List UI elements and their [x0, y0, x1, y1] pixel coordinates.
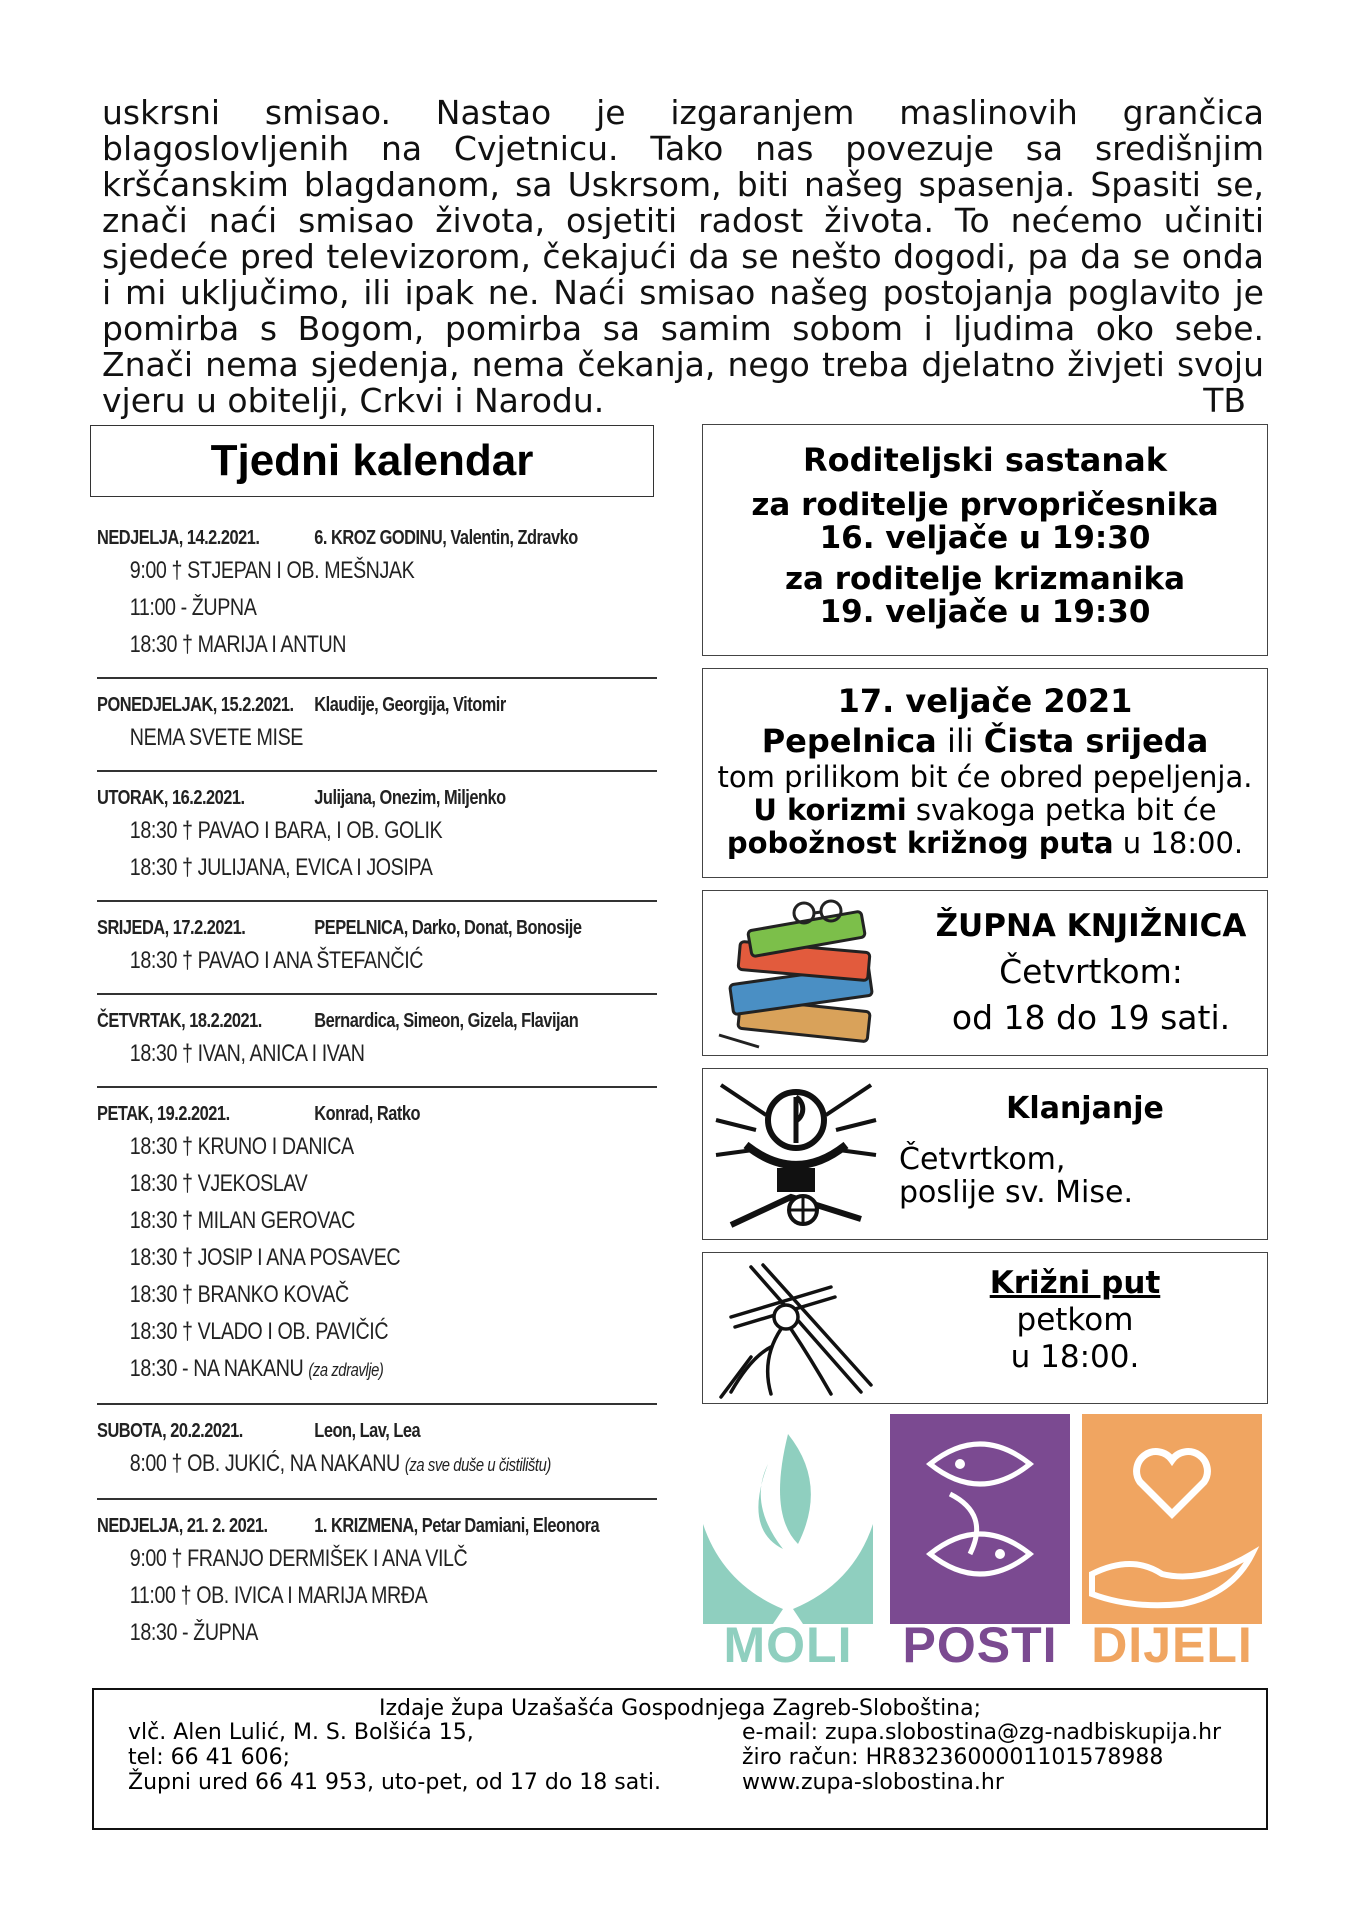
day-saints: Julijana, Onezim, Miljenko: [314, 787, 506, 809]
footer-email[interactable]: e-mail: zupa.slobostina@zg-nadbiskupija.hr: [742, 1720, 1222, 1745]
mass-text: 18:30 † JOSIP I ANA POSAVEC: [129, 1244, 401, 1271]
calendar-title: Tjedni kalendar: [90, 425, 654, 497]
day-date: SUBOTA, 20.2.2021.: [97, 1420, 243, 1442]
calendar-day: [97, 679, 657, 772]
ash-line3-rest: u 18:00.: [1113, 826, 1244, 860]
heart-hand-icon: [1082, 1414, 1262, 1624]
mass-text: 18:30 - NA NAKANU: [129, 1355, 304, 1382]
tile-label: POSTI: [902, 1617, 1058, 1673]
mass-entry: [97, 849, 690, 886]
mass-entry: [97, 1350, 690, 1389]
meeting-line: za roditelje prvopričesnika: [751, 487, 1219, 523]
day-header: [97, 1512, 657, 1540]
cross-bearer-icon: [711, 1257, 881, 1401]
library-hours: od 18 do 19 sati.: [951, 998, 1231, 1037]
meeting-line: za roditelje krizmanika: [784, 561, 1186, 597]
day-header: [97, 914, 657, 942]
adoration-line2: poslije sv. Mise.: [899, 1175, 1133, 1210]
mass-text: 18:30 † PAVAO I BARA, I OB. GOLIK: [129, 817, 443, 844]
day-saints: Leon, Lav, Lea: [314, 1420, 421, 1442]
mass-entry: [97, 1165, 690, 1202]
mass-entry: [97, 1614, 690, 1651]
mass-entry: [97, 1577, 690, 1614]
fast-tile: [890, 1414, 1070, 1676]
calendar-day: [97, 772, 657, 902]
footer-web[interactable]: www.zupa-slobostina.hr: [742, 1770, 1004, 1795]
library-day: Četvrtkom:: [999, 952, 1183, 991]
day-header: [97, 784, 657, 812]
ash-title-mid: ili: [936, 722, 984, 760]
day-header: [97, 1007, 657, 1035]
mass-entry: [97, 626, 690, 663]
mass-text: 18:30 † JULIJANA, EVICA I JOSIPA: [129, 854, 433, 881]
intro-article: [102, 95, 1264, 419]
ash-line1: tom prilikom bit će obred pepeljenja.: [717, 760, 1253, 794]
day-saints: Konrad, Ratko: [314, 1103, 420, 1125]
day-saints: 6. KROZ GODINU, Valentin, Zdravko: [314, 527, 578, 549]
tile-label: DIJELI: [1091, 1617, 1253, 1673]
mass-text: 18:30 † VLADO I OB. PAVIČIĆ: [129, 1318, 389, 1345]
mass-note: (za zdravlje): [308, 1360, 384, 1380]
mass-text: 11:00 - ŽUPNA: [129, 594, 257, 621]
footer-tel: tel: 66 41 606;: [128, 1745, 291, 1770]
day-header: [97, 1100, 657, 1128]
parents-meeting-box: [702, 424, 1268, 656]
mass-entry: [97, 1035, 690, 1072]
adoration-text: [899, 1143, 1133, 1209]
mass-text: NEMA SVETE MISE: [129, 724, 303, 751]
footer-office: Župni ured 66 41 953, uto-pet, od 17 do 18 sati.: [128, 1770, 661, 1795]
day-date: PETAK, 19.2.2021.: [97, 1103, 230, 1125]
ash-title-a: Pepelnica: [761, 722, 937, 760]
day-date: NEDJELJA, 21. 2. 2021.: [97, 1515, 268, 1537]
mass-text: 18:30 † MILAN GEROVAC: [129, 1207, 355, 1234]
mass-text: 9:00 † STJEPAN I OB. MEŠNJAK: [129, 557, 415, 584]
weekly-calendar: [97, 512, 657, 1665]
mass-entry: [97, 1239, 690, 1276]
calendar-day: [97, 512, 657, 679]
stations-title: Križni put: [989, 1265, 1161, 1301]
stations-line1: petkom: [1016, 1302, 1134, 1338]
mass-text: 18:30 † PAVAO I ANA ŠTEFANČIĆ: [129, 947, 424, 974]
calendar-day: [97, 902, 657, 995]
library-title: ŽUPNA KNJIŽNICA: [935, 908, 1247, 944]
mass-entry: [97, 1445, 690, 1484]
day-date: UTORAK, 16.2.2021.: [97, 787, 245, 809]
day-saints: PEPELNICA, Darko, Donat, Bonosije: [314, 917, 582, 939]
adoration-line1: Četvrtkom,: [899, 1142, 1066, 1177]
ash-line3: [703, 827, 1267, 860]
calendar-day: [97, 995, 657, 1088]
pray-tile: [698, 1414, 878, 1676]
calendar-day: [97, 1500, 657, 1665]
footer-priest: vlč. Alen Lulić, M. S. Bolšića 15,: [128, 1720, 474, 1745]
footer: [92, 1688, 1268, 1830]
mass-entry: [97, 942, 690, 979]
ash-line2: [703, 794, 1267, 827]
mass-text: 18:30 † IVAN, ANICA I IVAN: [129, 1040, 365, 1067]
stations-line2: u 18:00.: [1010, 1339, 1140, 1375]
mass-text: 18:30 † VJEKOSLAV: [129, 1170, 308, 1197]
day-date: SRIJEDA, 17.2.2021.: [97, 917, 246, 939]
ash-date: 17. veljače 2021: [837, 682, 1133, 720]
day-header: [97, 1417, 657, 1445]
adoration-box: [702, 1068, 1268, 1240]
flame-hands-icon: [698, 1414, 878, 1624]
day-date: ČETVRTAK, 18.2.2021.: [97, 1010, 262, 1032]
day-saints: 1. KRIZMENA, Petar Damiani, Eleonora: [314, 1515, 600, 1537]
mass-text: 18:30 † BRANKO KOVAČ: [129, 1281, 349, 1308]
day-header: [97, 524, 657, 552]
books-icon: [709, 895, 899, 1051]
footer-publisher: Izdaje župa Uzašašća Gospodnjega Zagreb-Sloboština;: [378, 1696, 982, 1721]
day-date: PONEDJELJAK, 15.2.2021.: [97, 694, 294, 716]
mass-text: 9:00 † FRANJO DERMIŠEK I ANA VILČ: [129, 1545, 468, 1572]
mass-text: 18:30 - ŽUPNA: [129, 1619, 258, 1646]
ash-title-b: Čista srijeda: [983, 722, 1209, 760]
mass-text: 11:00 † OB. IVICA I MARIJA MRĐA: [129, 1582, 428, 1609]
ash-wednesday-box: [702, 668, 1268, 878]
library-box: [702, 890, 1268, 1056]
mass-text: 8:00 † OB. JUKIĆ, NA NAKANU: [129, 1450, 400, 1477]
mass-note: (za sve duše u čistilištu): [404, 1455, 551, 1475]
library-text: [923, 903, 1259, 1041]
mass-entry: [97, 1202, 690, 1239]
footer-left: [128, 1720, 661, 1795]
adoration-title: Klanjanje: [1006, 1091, 1164, 1126]
day-saints: Bernardica, Simeon, Gizela, Flavijan: [314, 1010, 579, 1032]
stations-text: [893, 1265, 1257, 1376]
mass-entry: [97, 1540, 690, 1577]
mass-entry: [97, 812, 690, 849]
share-tile: [1082, 1414, 1262, 1676]
meeting-line: 19. veljače u 19:30: [819, 594, 1151, 630]
mass-entry: [97, 1313, 690, 1350]
mass-text: 18:30 † KRUNO I DANICA: [129, 1133, 354, 1160]
mass-entry: [97, 589, 690, 626]
tile-label: MOLI: [723, 1617, 853, 1673]
mass-entry: [97, 1128, 690, 1165]
footer-account: žiro račun: HR8323600001101578988: [742, 1745, 1164, 1770]
ash-line2-rest: svakoga petka bit će: [906, 793, 1217, 827]
lent-tiles: [698, 1414, 1270, 1676]
day-header: [97, 691, 657, 719]
footer-right: [742, 1720, 1221, 1795]
mass-entry: [97, 552, 690, 589]
ash-title: [703, 721, 1267, 761]
calendar-day: [97, 1405, 657, 1500]
meeting-line: 16. veljače u 19:30: [819, 520, 1151, 556]
day-date: NEDJELJA, 14.2.2021.: [97, 527, 260, 549]
mass-entry: [97, 1276, 690, 1313]
meeting-title: Roditeljski sastanak: [802, 441, 1168, 479]
ash-line2-bold: U korizmi: [753, 793, 907, 827]
mass-text: 18:30 † MARIJA I ANTUN: [129, 631, 347, 658]
intro-text: uskrsni smisao. Nastao je izgaranjem maslinovih grančica blagoslovljenih na Cvjetnicu. Tako nas povezuje sa središnjim kršćanskim blagdanom, sa Uskrsom, biti našeg spasenja. Spasiti se, znači naći smisao života, osjetiti radost života. To nećemo učiniti sjedeće pred televizorom, čekajući da se nešto dogodi, pa da se onda i mi uključimo, ili ipak ne. Naći smisao našeg postojanja poglavito je pomirba s Bogom, pomirba sa samim sobom i ljudima oko sebe. Znači nema sjedenja, nema čekanja, nego treba djelatno živjeti svoju vjeru u obitelji, Crkvi i Narodu.: [102, 93, 1264, 420]
monstrance-icon: [711, 1075, 881, 1235]
mass-entry: [97, 719, 690, 756]
day-saints: Klaudije, Georgija, Vitomir: [314, 694, 506, 716]
ash-line3-bold: pobožnost križnog puta: [726, 826, 1114, 860]
stations-box: [702, 1252, 1268, 1404]
fish-icon: [890, 1414, 1070, 1624]
calendar-day: [97, 1088, 657, 1405]
intro-signature: TB: [1203, 381, 1246, 420]
